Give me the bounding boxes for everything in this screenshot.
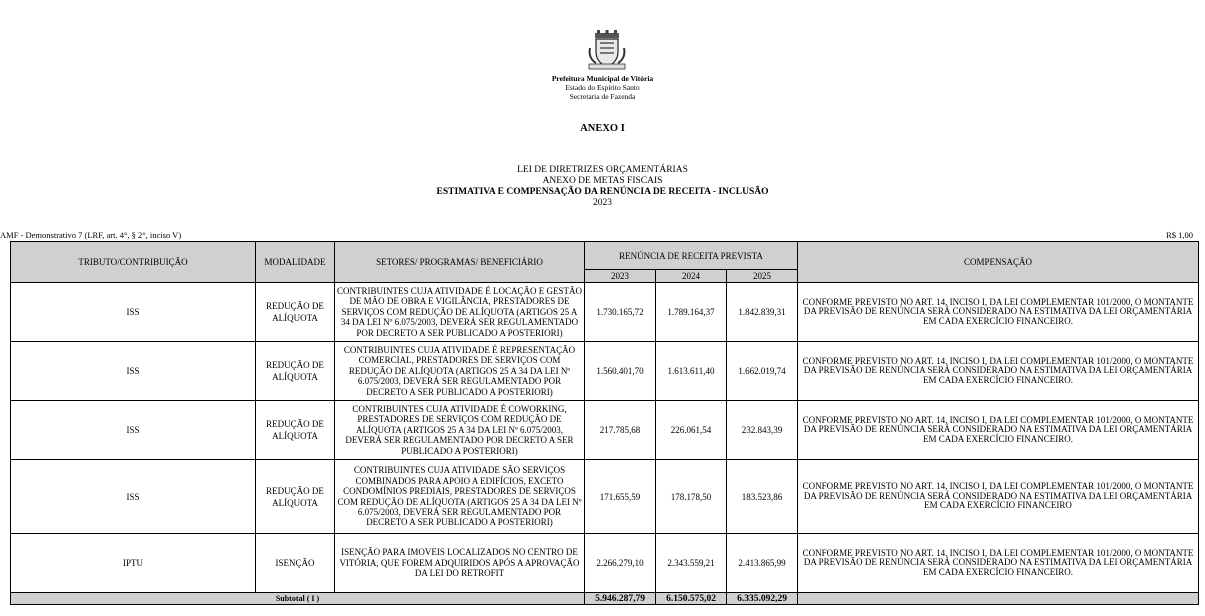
- subtotal-2025: 6.335.092,29: [727, 593, 798, 605]
- coat-of-arms-icon: [586, 30, 628, 70]
- annex-heading: ANEXO I: [580, 123, 625, 134]
- demonstrativo-label: AMF - Demonstrativo 7 (LRF, art. 4°, § 2°, inciso V): [0, 230, 182, 240]
- header-setores: SETORES/ PROGRAMAS/ BENEFICIÁRIO: [335, 242, 585, 283]
- header-renuncia: RENÚNCIA DE RECEITA PREVISTA: [585, 242, 798, 270]
- value-2023-cell: 1.730.165,72: [585, 283, 656, 342]
- organization-block: [0, 74, 1205, 101]
- header-tributo: TRIBUTO/CONTRIBUIÇÃO: [11, 242, 256, 283]
- value-2024-cell: 2.343.559,21: [656, 534, 727, 593]
- renuncia-table: [10, 241, 1199, 605]
- value-2023-cell: 2.266.279,10: [585, 534, 656, 593]
- subtotal-row: [11, 593, 1199, 605]
- modalidade-cell: REDUÇÃO DE ALÍQUOTA: [256, 460, 335, 534]
- value-2025-cell: 2.413.865,99: [727, 534, 798, 593]
- value-2025-cell: 183.523,86: [727, 460, 798, 534]
- setores-cell: CONTRIBUINTES CUJA ATIVIDADE É COWORKING, PRESTADORES DE SERVIÇOS COM REDUÇÃO DE ALÍQUOTA (ARTIGOS 25 A 34 DA LEI Nº 6.075/2003, DEVERÁ SER REGULAMENTADO POR DECRETO A SER PUBLICADO A POSTERIORI): [335, 401, 585, 460]
- document-titles: [0, 165, 1205, 209]
- table-row: [11, 460, 1199, 534]
- modalidade-cell: ISENÇÃO: [256, 534, 335, 593]
- table-row: [11, 401, 1199, 460]
- tributo-cell: IPTU: [11, 534, 256, 593]
- value-2024-cell: 1.789.164,37: [656, 283, 727, 342]
- table-row: [11, 342, 1199, 401]
- value-2024-cell: 226.061,54: [656, 401, 727, 460]
- tributo-cell: ISS: [11, 401, 256, 460]
- header-modalidade: MODALIDADE: [256, 242, 335, 283]
- header-year-2023: 2023: [585, 270, 656, 283]
- law-title: LEI DE DIRETRIZES ORÇAMENTÁRIAS: [517, 165, 688, 175]
- modalidade-cell: REDUÇÃO DE ALÍQUOTA: [256, 283, 335, 342]
- org-state: Estado do Espírito Santo: [565, 83, 640, 92]
- org-department: Secretaria de Fazenda: [569, 92, 636, 101]
- value-2023-cell: 171.655,59: [585, 460, 656, 534]
- subtotal-2023: 5.946.287,79: [585, 593, 656, 605]
- compensacao-cell: CONFORME PREVISTO NO ART. 14, INCISO I, DA LEI COMPLEMENTAR 101/2000, O MONTANTE DA PREVISÃO DE RENÚNCIA SERÁ CONSIDERADO NA ESTIMATIVA DA LEI ORÇAMENTÁRIA EM CADA EXERCÍCIO FINANCEIRO.: [798, 283, 1199, 342]
- value-2024-cell: 1.613.611,40: [656, 342, 727, 401]
- setores-cell: ISENÇÃO PARA IMOVEIS LOCALIZADOS NO CENTRO DE VITÓRIA, QUE FOREM ADQUIRIDOS APÓS A APROVAÇÃO DA LEI DO RETROFIT: [335, 534, 585, 593]
- header-year-2025: 2025: [727, 270, 798, 283]
- compensacao-cell: CONFORME PREVISTO NO ART. 14, INCISO I, DA LEI COMPLEMENTAR 101/2000, O MONTANTE DA PREVISÃO DE RENÚNCIA SERÁ CONSIDERADO NA ESTIMATIVA DA LEI ORÇAMENTÁRIA EM CADA EXERCÍCIO FINANCEIRO.: [798, 401, 1199, 460]
- setores-cell: CONTRIBUINTES CUJA ATIVIDADE É LOCAÇÃO E GESTÃO DE MÃO DE OBRA E VIGILÂNCIA, PRESTADORES DE SERVIÇOS COM REDUÇÃO DE ALÍQUOTA (ARTIGOS 25 A 34 DA LEI Nº 6.075/2003, DEVERÁ SER REGULAMENTADO POR DECRETO A SER PUBLICADO A POSTERIORI): [335, 283, 585, 342]
- setores-cell: CONTRIBUINTES CUJA ATIVIDADE SÃO SERVIÇOS COMBINADOS PARA APOIO A EDIFÍCIOS, EXCETO CONDOMÍNIOS PREDIAIS, PRESTADORES DE SERVIÇOS COM REDUÇÃO DE ALÍQUOTA (ARTIGOS 25 A 34 DA LEI Nº 6.075/2003, DEVERÁ SER REGULAMENTADO POR DECRETO A SER PUBLICADO A POSTERIORI): [335, 460, 585, 534]
- annex-title: ANEXO DE METAS FISCAIS: [542, 176, 663, 186]
- header-year-2024: 2024: [656, 270, 727, 283]
- tributo-cell: ISS: [11, 283, 256, 342]
- tributo-cell: ISS: [11, 460, 256, 534]
- table-row: [11, 534, 1199, 593]
- header-compensacao: COMPENSAÇÃO: [798, 242, 1199, 283]
- subtotal-compensacao-empty: [798, 593, 1199, 605]
- value-2025-cell: 1.662.019,74: [727, 342, 798, 401]
- subtotal-label: Subtotal ( I ): [11, 593, 585, 605]
- table-row: [11, 283, 1199, 342]
- year-title: 2023: [593, 198, 612, 208]
- currency-unit: R$ 1,00: [1166, 230, 1193, 240]
- tributo-cell: ISS: [11, 342, 256, 401]
- value-2024-cell: 178.178,50: [656, 460, 727, 534]
- modalidade-cell: REDUÇÃO DE ALÍQUOTA: [256, 342, 335, 401]
- value-2025-cell: 232.843,39: [727, 401, 798, 460]
- compensacao-cell: CONFORME PREVISTO NO ART. 14, INCISO I, DA LEI COMPLEMENTAR 101/2000, O MONTANTE DA PREVISÃO DE RENÚNCIA SERÁ CONSIDERADO NA ESTIMATIVA DA LEI ORÇAMENTÁRIA EM CADA EXERCÍCIO FINANCEIRO.: [798, 342, 1199, 401]
- value-2023-cell: 1.560.401,70: [585, 342, 656, 401]
- compensacao-cell: CONFORME PREVISTO NO ART. 14, INCISO I, DA LEI COMPLEMENTAR 101/2000, O MONTANTE DA PREVISÃO DE RENÚNCIA SERÁ CONSIDERADO NA ESTIMATIVA DA LEI ORÇAMENTÁRIA EM CADA EXERCÍCIO FINANCEIRO.: [798, 534, 1199, 593]
- modalidade-cell: REDUÇÃO DE ALÍQUOTA: [256, 401, 335, 460]
- value-2025-cell: 1.842.839,31: [727, 283, 798, 342]
- compensacao-cell: CONFORME PREVISTO NO ART. 14, INCISO I, DA LEI COMPLEMENTAR 101/2000, O MONTANTE DA PREVISÃO DE RENÚNCIA SERÁ CONSIDERADO NA ESTIMATIVA DA LEI ORÇAMENTÁRIA EM CADA EXERCÍCIO FINANCEIRO: [798, 460, 1199, 534]
- setores-cell: CONTRIBUINTES CUJA ATIVIDADE É REPRESENTAÇÃO COMERCIAL, PRESTADORES DE SERVIÇOS COM REDUÇÃO DE ALÍQUOTA (ARTIGOS 25 A 34 DA LEI Nº 6.075/2003, DEVERÁ SER REGULAMENTADO POR DECRETO A SER PUBLICADO A POSTERIORI): [335, 342, 585, 401]
- value-2023-cell: 217.785,68: [585, 401, 656, 460]
- subtotal-2024: 6.150.575,02: [656, 593, 727, 605]
- subject-title: ESTIMATIVA E COMPENSAÇÃO DA RENÚNCIA DE RECEITA - INCLUSÃO: [436, 187, 769, 197]
- org-name: Prefeitura Municipal de Vitória: [551, 74, 654, 83]
